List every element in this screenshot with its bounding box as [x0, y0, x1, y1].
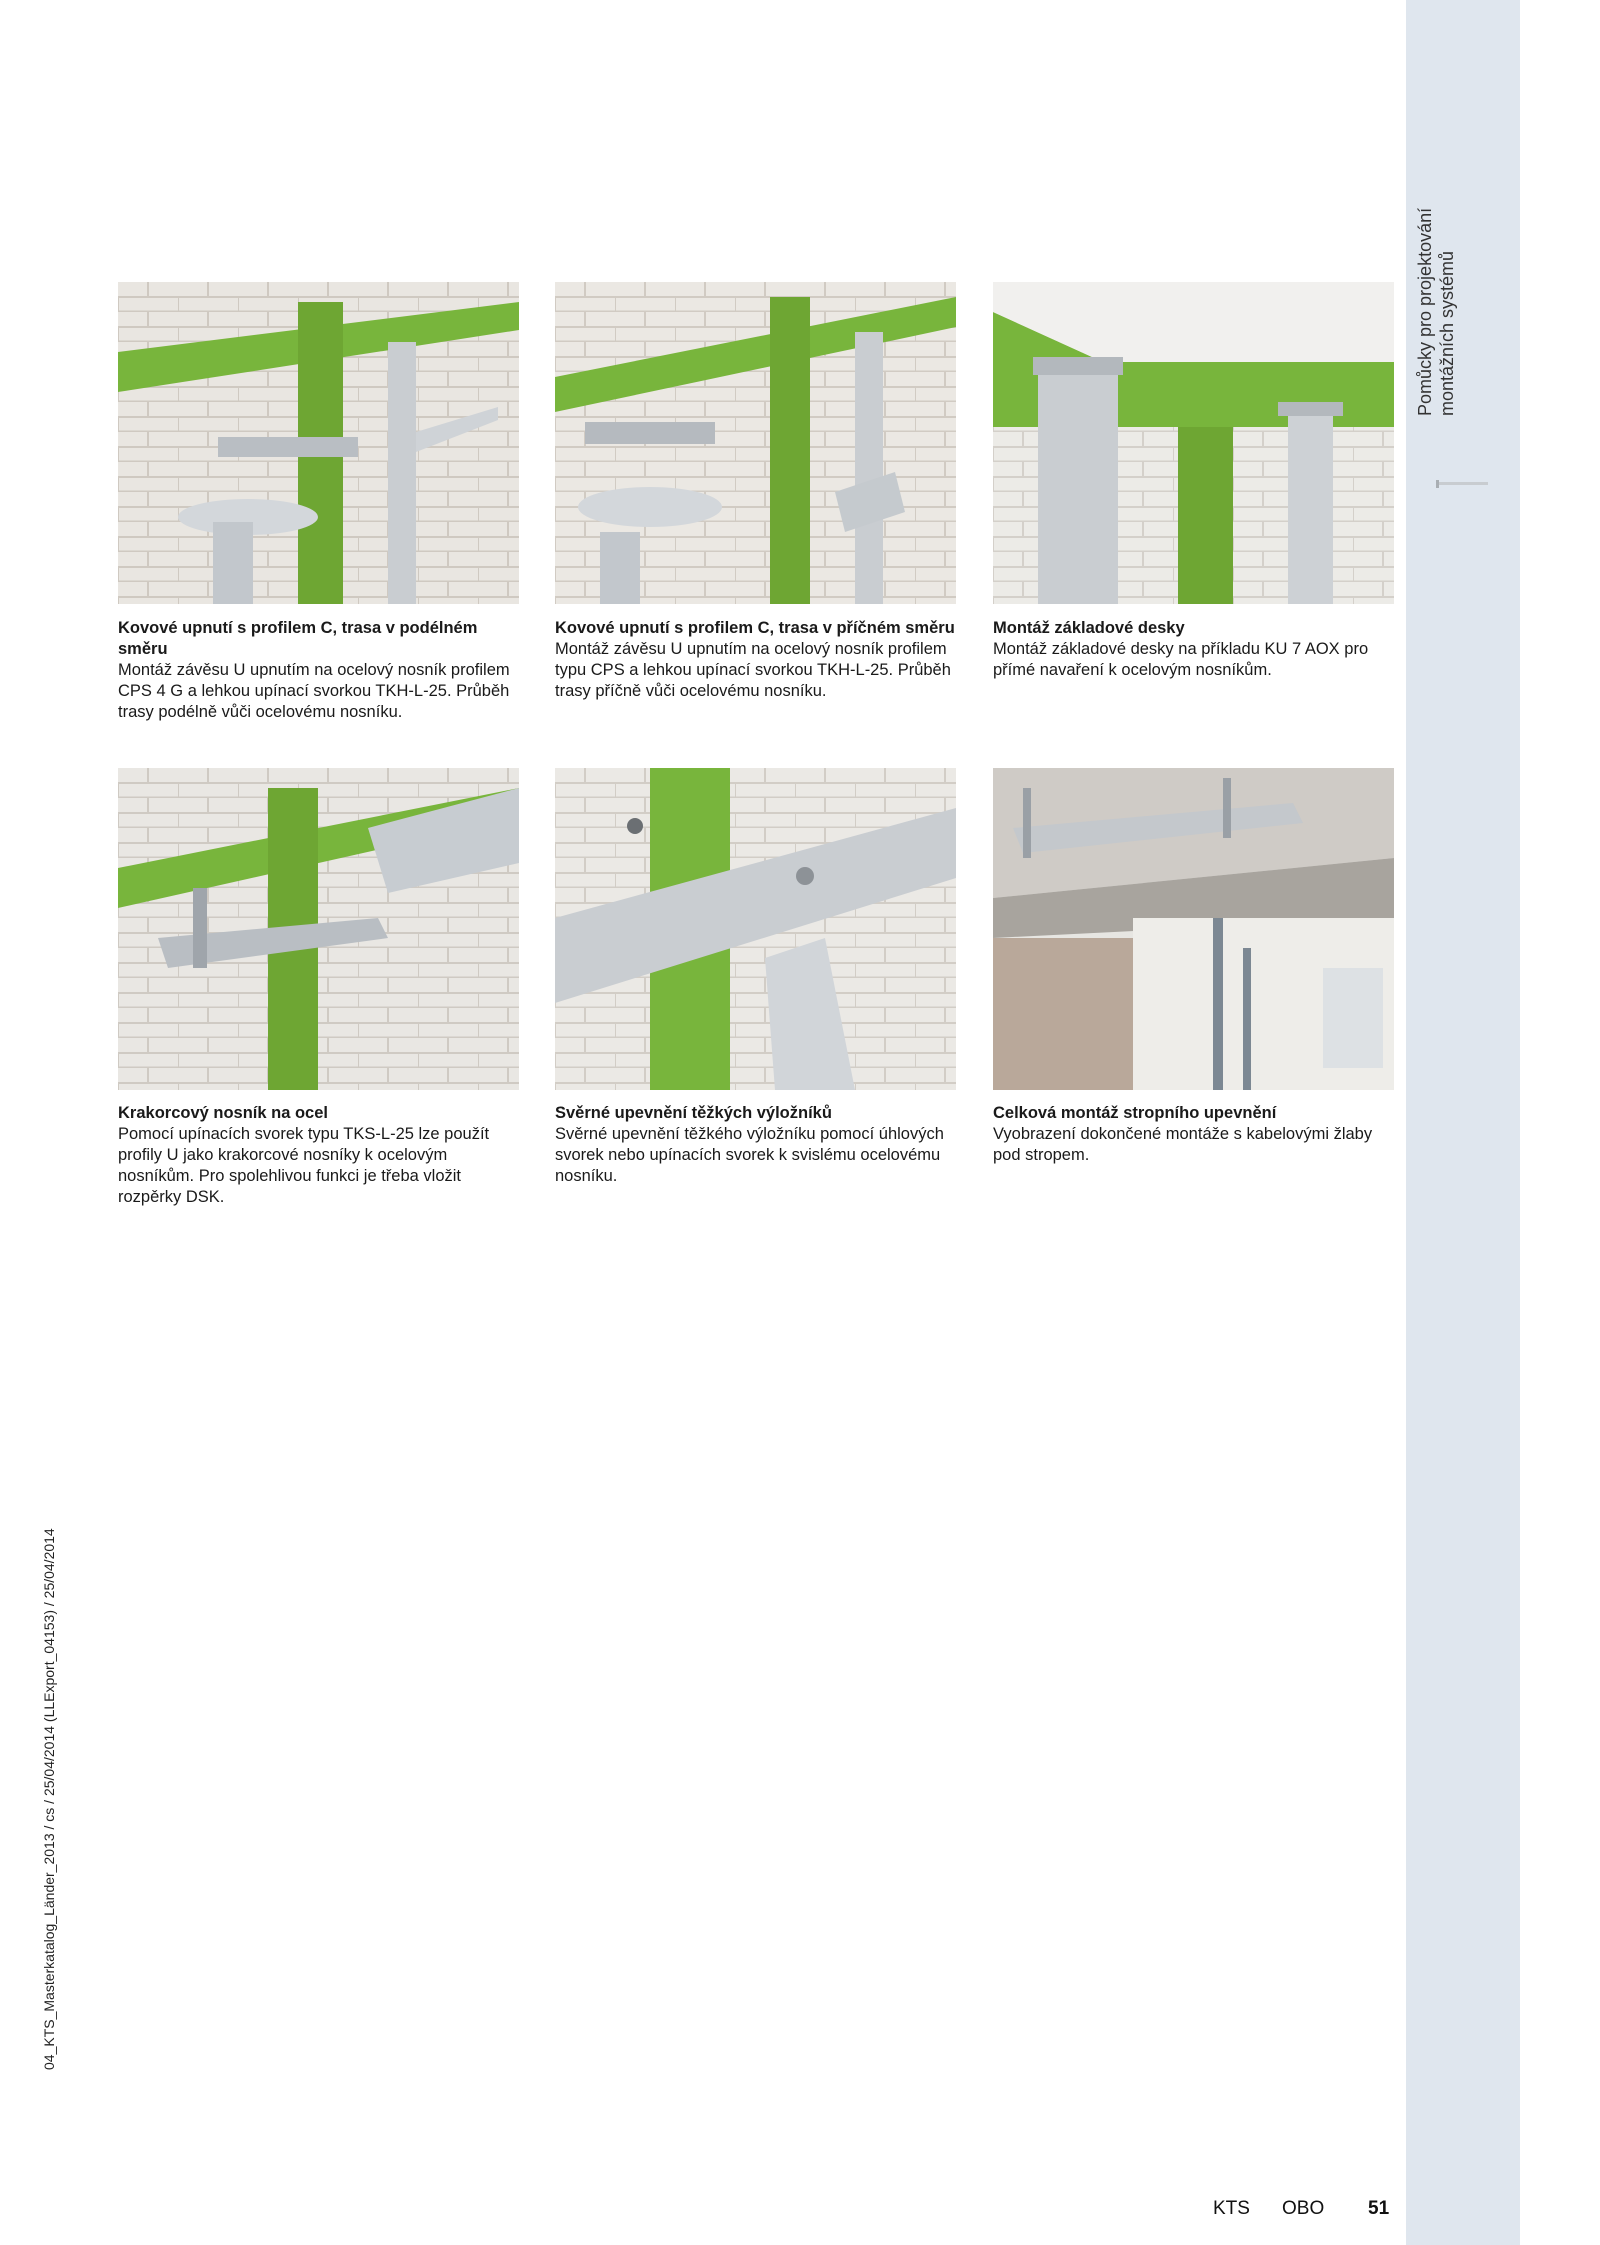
photo-cantilever-icon: [118, 768, 519, 1090]
sidebar-section-title: [1414, 146, 1460, 416]
caption-heavy-bracket: [555, 1103, 955, 1187]
photo-heavy-bracket: [555, 768, 956, 1090]
caption-title: Kovové upnutí s profilem C, trasa v příčném směru: [555, 619, 955, 637]
sidebar-title-line1: Pomůcky pro projektování: [1415, 207, 1435, 416]
caption-ceiling-assembly: [993, 1103, 1393, 1166]
page-number: 51: [1368, 2198, 1390, 2219]
photo-transverse-clamp: [555, 282, 956, 604]
caption-text: Vyobrazení dokončené montáže s kabelovými žlaby pod stropem.: [993, 1125, 1373, 1164]
caption-text: Montáž závěsu U upnutím na ocelový nosník profilem typu CPS a lehkou upínací svorkou TKH-L-25. Průběh trasy příčně vůči ocelovému nosníku.: [555, 640, 951, 700]
caption-transverse: [555, 618, 955, 702]
sidebar-title-line2: montážních systémů: [1437, 250, 1457, 416]
caption-cantilever: [118, 1103, 518, 1208]
caption-title: Celková montáž stropního upevnění: [993, 1104, 1277, 1122]
photo-longitudinal-clamp-icon: [118, 282, 519, 604]
caption-longitudinal: [118, 618, 518, 723]
caption-base-plate: [993, 618, 1393, 681]
caption-text: Pomocí upínacích svorek typu TKS-L-25 lze použít profily U jako krakorcové nosníky k ocelovým nosníkům. Pro spolehlivou funkci je třeba vložit rozpěrky DSK.: [118, 1125, 490, 1206]
sidebar-marker-icon: [1436, 480, 1488, 488]
caption-text: Montáž základové desky na příkladu KU 7 AOX pro přímé navaření k ocelovým nosníkům.: [993, 640, 1369, 679]
photo-base-plate-icon: [993, 282, 1394, 604]
footer-brand: OBO: [1282, 2198, 1325, 2219]
photo-ceiling-assembly: [993, 768, 1394, 1090]
catalog-meta-vertical: [40, 1490, 64, 2070]
photo-base-plate: [993, 282, 1394, 604]
photo-transverse-clamp-icon: [555, 282, 956, 604]
caption-text: Montáž závěsu U upnutím na ocelový nosník profilem CPS 4 G a lehkou upínací svorkou TKH-L-25. Průběh trasy podélně vůči ocelovému nosníku.: [118, 661, 510, 721]
caption-title: Svěrné upevnění těžkých výložníků: [555, 1104, 832, 1122]
photo-heavy-bracket-icon: [555, 768, 956, 1090]
photo-cantilever: [118, 768, 519, 1090]
footer-section: KTS: [1213, 2198, 1250, 2219]
catalog-meta-text: 04_KTS_Masterkatalog_Länder_2013 / cs / 25/04/2014 (LLExport_04153) / 25/04/2014: [41, 1528, 57, 2070]
photo-ceiling-assembly-icon: [993, 768, 1394, 1090]
caption-title: Kovové upnutí s profilem C, trasa v podélném směru: [118, 619, 478, 658]
caption-title: Montáž základové desky: [993, 619, 1185, 637]
caption-text: Svěrné upevnění těžkého výložníku pomocí úhlových svorek nebo upínacích svorek k svislému ocelovému nosníku.: [555, 1125, 944, 1185]
caption-title: Krakorcový nosník na ocel: [118, 1104, 328, 1122]
photo-longitudinal-clamp: [118, 282, 519, 604]
